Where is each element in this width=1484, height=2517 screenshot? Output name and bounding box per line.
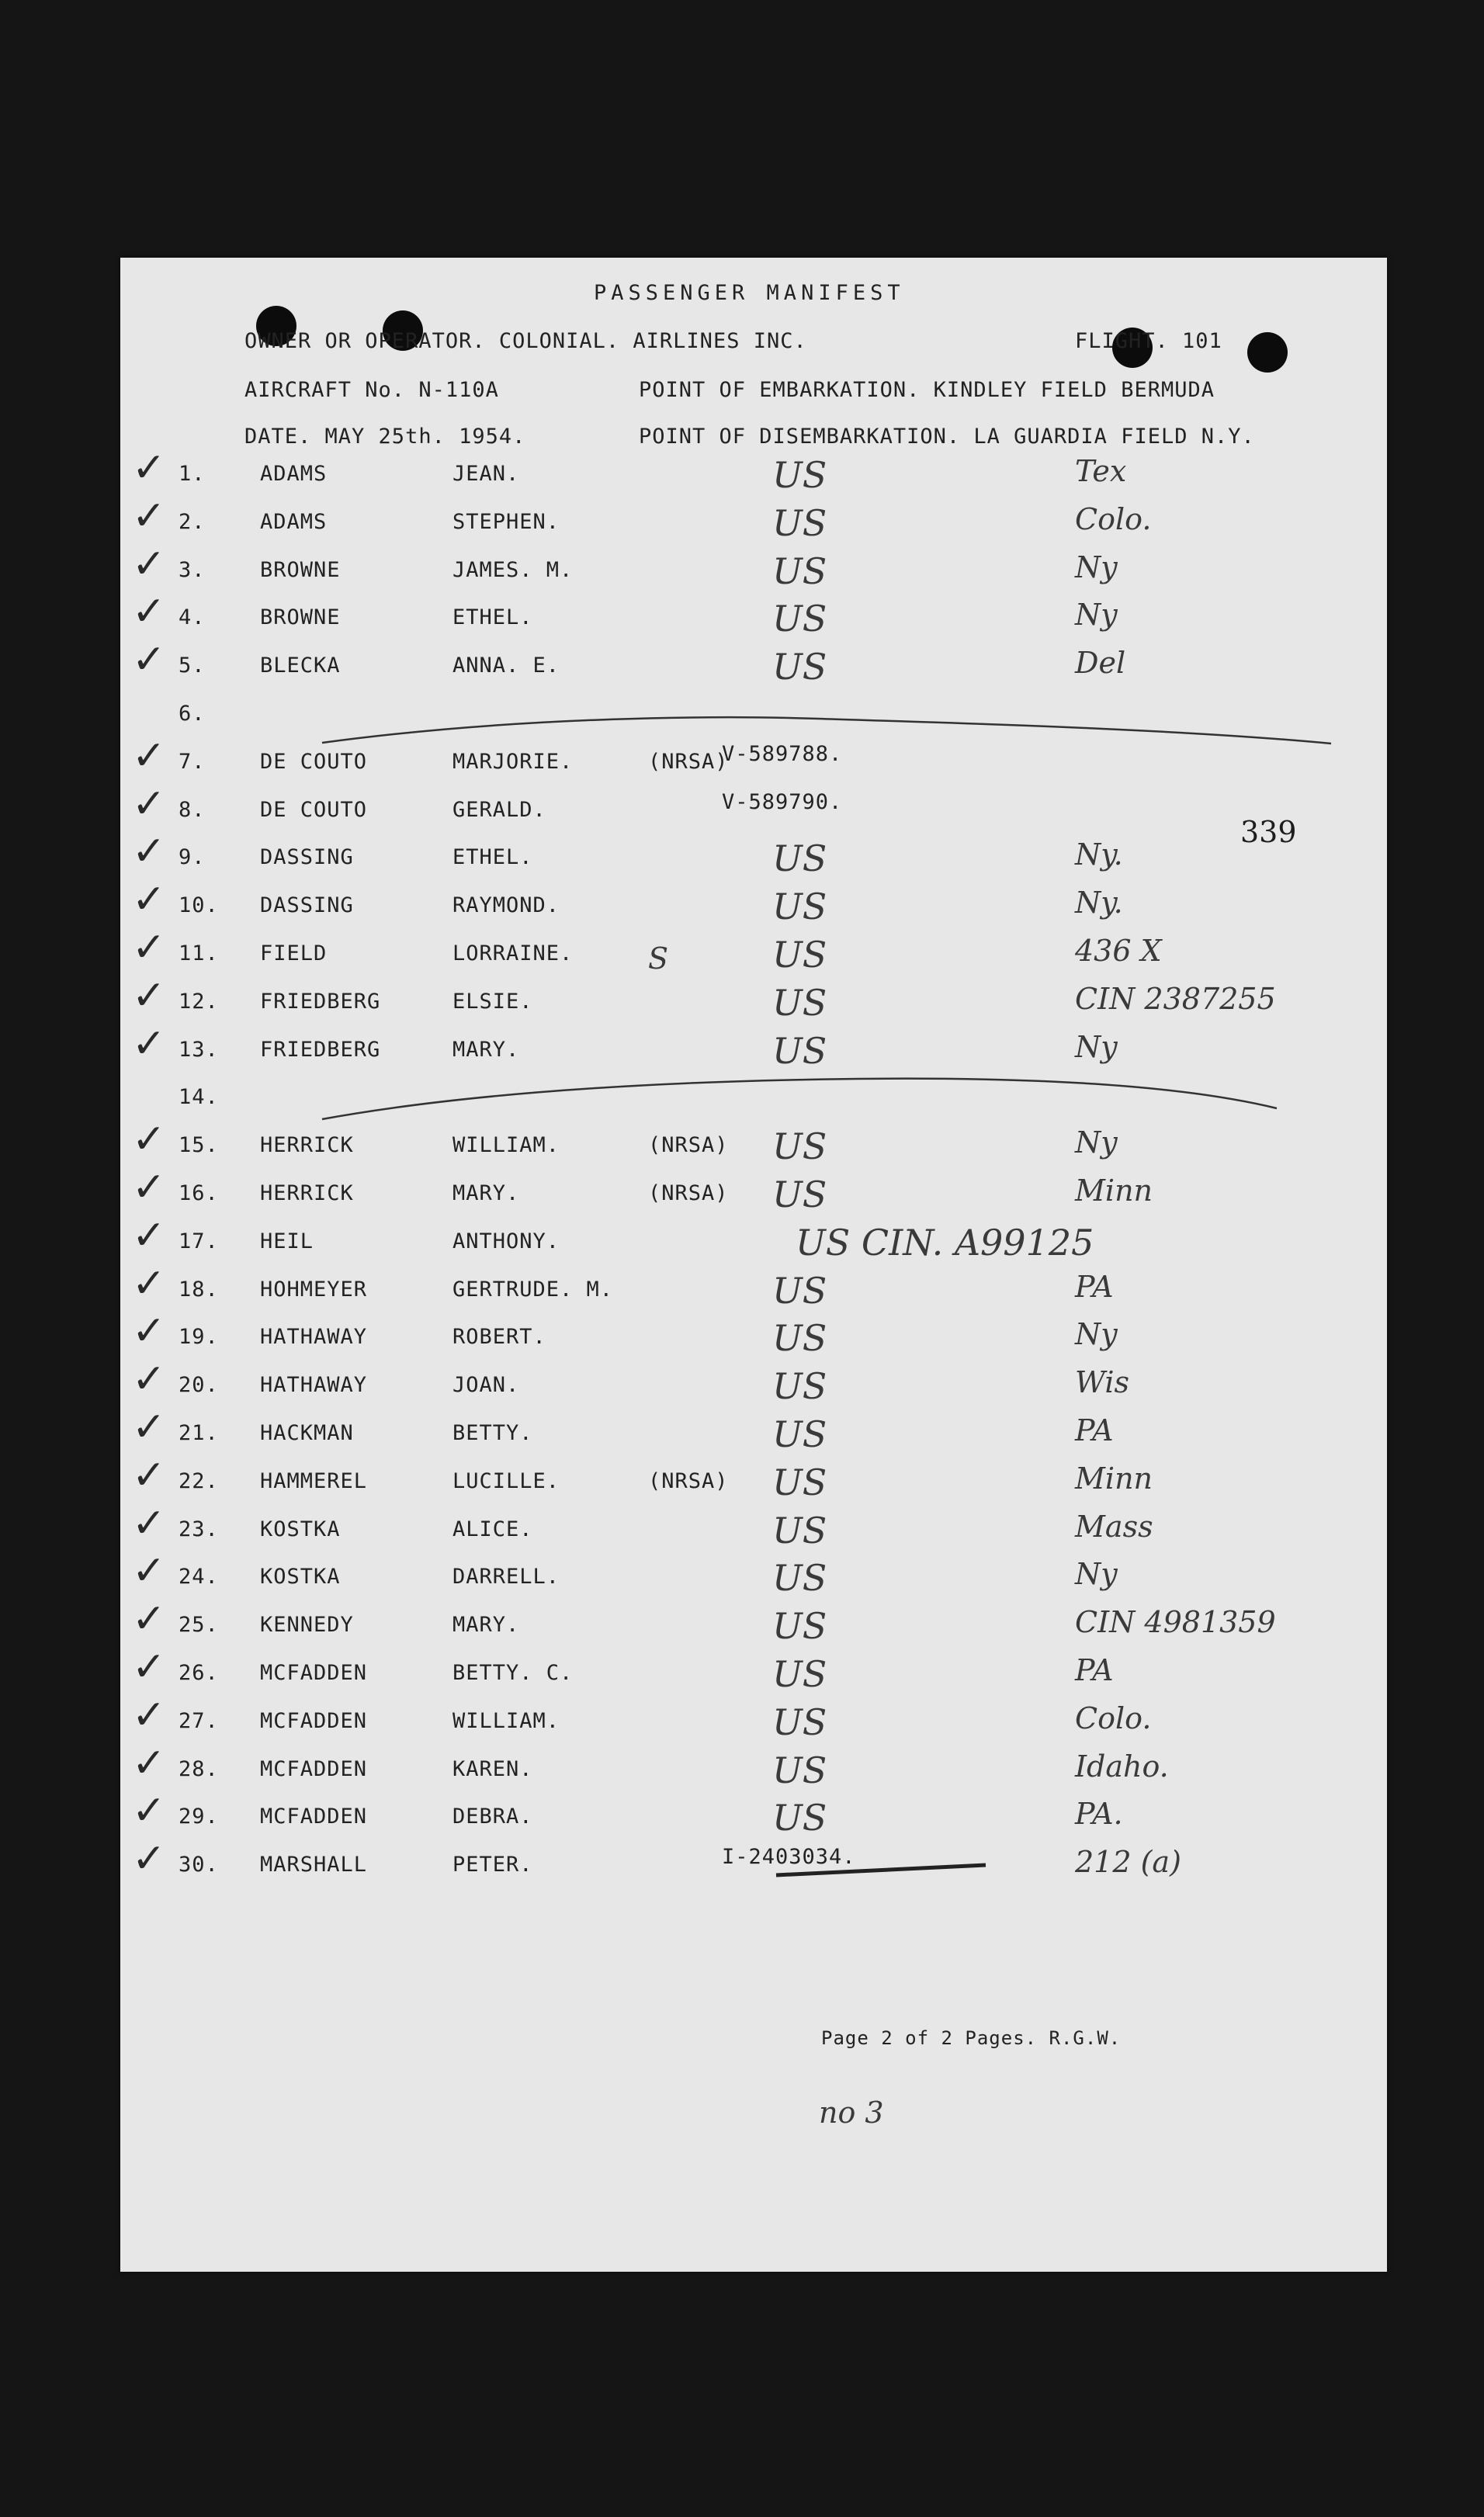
passenger-number: 11. <box>179 941 219 966</box>
passenger-number: 27. <box>179 1708 219 1733</box>
passenger-citizenship: US <box>772 1029 827 1072</box>
passenger-destination: CIN 4981359 <box>1075 1605 1276 1640</box>
check-mark-icon: ✓ <box>132 588 166 636</box>
passenger-destination: Colo. <box>1075 501 1152 536</box>
passenger-note: (NRSA) <box>648 749 729 774</box>
passenger-number: 30. <box>179 1853 219 1877</box>
strike-lines <box>120 258 1387 2272</box>
passenger-surname: HERRICK <box>260 1133 354 1158</box>
passenger-surname: MARSHALL <box>260 1853 368 1877</box>
check-mark-icon: ✓ <box>132 1787 166 1835</box>
manifest-date: DATE. MAY 25th. 1954. <box>244 425 526 449</box>
passenger-destination: Ny. <box>1075 837 1123 872</box>
passenger-given-name: BETTY. <box>452 1421 533 1445</box>
passenger-given-name: WILLIAM. <box>452 1133 560 1158</box>
passenger-destination: Ny <box>1075 1029 1118 1064</box>
passenger-citizenship: US <box>772 1461 827 1503</box>
check-mark-icon: ✓ <box>132 828 166 875</box>
passenger-number: 2. <box>179 509 206 534</box>
passenger-surname: HOHMEYER <box>260 1277 368 1302</box>
check-mark-icon: ✓ <box>132 445 166 491</box>
passenger-number: 3. <box>179 557 206 582</box>
passenger-given-name: JOAN. <box>452 1373 520 1398</box>
passenger-note: S <box>648 941 669 976</box>
passenger-number: 4. <box>179 605 206 630</box>
passenger-number: 23. <box>179 1517 219 1541</box>
passenger-citizenship: US <box>772 1174 827 1215</box>
passenger-destination: 212 (a) <box>1075 1845 1181 1880</box>
passenger-given-name: MARY. <box>452 1181 520 1205</box>
passenger-surname: HERRICK <box>260 1181 354 1205</box>
passenger-citizenship: US <box>772 1701 827 1743</box>
owner-operator: OWNER OR OPERATOR. COLONIAL. AIRLINES INC. <box>244 329 807 353</box>
passenger-surname: BROWNE <box>260 605 341 630</box>
passenger-destination: Minn <box>1075 1461 1153 1496</box>
check-mark-icon: ✓ <box>132 924 166 971</box>
passenger-surname: KOSTKA <box>260 1565 341 1590</box>
passenger-given-name: MARJORIE. <box>452 749 574 774</box>
manifest-page <box>120 258 1387 2272</box>
passenger-surname: HEIL <box>260 1229 314 1253</box>
passenger-number: 19. <box>179 1325 219 1350</box>
passenger-surname: DE COUTO <box>260 749 368 774</box>
passenger-surname: MCFADDEN <box>260 1805 368 1829</box>
passenger-given-name: DARRELL. <box>452 1565 560 1590</box>
passenger-note: (NRSA) <box>648 1468 729 1493</box>
check-mark-icon: ✓ <box>132 1548 166 1595</box>
passenger-destination: Ny <box>1075 1125 1118 1160</box>
passenger-citizenship: US <box>772 1605 827 1648</box>
passenger-number: 18. <box>179 1277 219 1302</box>
passenger-surname: DASSING <box>260 893 354 918</box>
passenger-given-name: BETTY. C. <box>452 1661 574 1685</box>
passenger-surname: MCFADDEN <box>260 1756 368 1781</box>
passenger-destination: 436 X <box>1075 934 1162 968</box>
passenger-given-name: DEBRA. <box>452 1805 533 1829</box>
check-mark-icon: ✓ <box>132 1260 166 1307</box>
passenger-note: (NRSA) <box>648 1133 729 1158</box>
check-mark-icon: ✓ <box>132 540 166 588</box>
passenger-surname: HAMMEREL <box>260 1468 368 1493</box>
passenger-destination: Del <box>1075 646 1126 681</box>
check-mark-icon: ✓ <box>132 1020 166 1067</box>
check-mark-icon: ✓ <box>132 1404 166 1451</box>
passenger-citizenship: US CIN. A99125 <box>796 1221 1094 1264</box>
passenger-citizenship: V-589790. <box>722 789 843 814</box>
passenger-given-name: ALICE. <box>452 1517 533 1541</box>
passenger-number: 22. <box>179 1468 219 1493</box>
passenger-given-name: ANNA. E. <box>452 654 560 678</box>
check-mark-icon: ✓ <box>132 1691 166 1739</box>
passenger-number: 14. <box>179 1085 219 1110</box>
passenger-citizenship: US <box>772 934 827 976</box>
passenger-given-name: ETHEL. <box>452 605 533 630</box>
passenger-number: 15. <box>179 1133 219 1158</box>
passenger-given-name: JAMES. M. <box>452 557 574 582</box>
passenger-number: 24. <box>179 1565 219 1590</box>
passenger-number: 6. <box>179 702 206 726</box>
passenger-surname: KOSTKA <box>260 1517 341 1541</box>
passenger-given-name: ELSIE. <box>452 989 533 1014</box>
passenger-citizenship: US <box>772 1269 827 1312</box>
passenger-given-name: MARY. <box>452 1037 520 1062</box>
passenger-number: 21. <box>179 1421 219 1445</box>
point-of-disembarkation: POINT OF DISEMBARKATION. LA GUARDIA FIELD N.Y. <box>639 425 1255 449</box>
passenger-number: 13. <box>179 1037 219 1062</box>
passenger-number: 16. <box>179 1181 219 1205</box>
passenger-citizenship: US <box>772 1749 827 1791</box>
passenger-destination: Colo. <box>1075 1701 1152 1735</box>
check-mark-icon: ✓ <box>132 1739 166 1787</box>
passenger-surname: ADAMS <box>260 509 328 534</box>
passenger-number: 28. <box>179 1756 219 1781</box>
passenger-destination: Ny <box>1075 550 1118 584</box>
passenger-citizenship: US <box>772 981 827 1024</box>
strike-line-row-6 <box>322 717 1331 744</box>
passenger-number: 10. <box>179 893 219 918</box>
passenger-citizenship: V-589788. <box>722 741 843 766</box>
passenger-surname: DE COUTO <box>260 797 368 822</box>
passenger-given-name: STEPHEN. <box>452 509 560 534</box>
passenger-citizenship: US <box>772 1413 827 1455</box>
passenger-surname: FRIEDBERG <box>260 1037 381 1062</box>
check-mark-icon: ✓ <box>132 1356 166 1403</box>
passenger-number: 5. <box>179 654 206 678</box>
passenger-given-name: ETHEL. <box>452 845 533 870</box>
passenger-citizenship: US <box>772 646 827 688</box>
check-mark-icon: ✓ <box>132 876 166 924</box>
check-mark-icon: ✓ <box>132 1116 166 1163</box>
passenger-destination: Tex <box>1075 454 1127 488</box>
passenger-number: 12. <box>179 989 219 1014</box>
passenger-citizenship: US <box>772 1797 827 1839</box>
passenger-destination: Ny <box>1075 1317 1118 1352</box>
passenger-surname: HATHAWAY <box>260 1325 368 1350</box>
passenger-citizenship: US <box>772 1509 827 1551</box>
passenger-given-name: KAREN. <box>452 1756 533 1781</box>
passenger-citizenship: US <box>772 1557 827 1600</box>
passenger-given-name: JEAN. <box>452 462 520 486</box>
passenger-destination: PA. <box>1075 1797 1123 1832</box>
passenger-surname: ADAMS <box>260 462 328 486</box>
passenger-surname: HACKMAN <box>260 1421 354 1445</box>
passenger-citizenship: US <box>772 550 827 592</box>
passenger-given-name: GERALD. <box>452 797 546 822</box>
passenger-citizenship: I-2403034. <box>722 1845 856 1870</box>
check-mark-icon: ✓ <box>132 780 166 827</box>
passenger-number: 17. <box>179 1229 219 1253</box>
check-mark-icon: ✓ <box>132 1644 166 1690</box>
check-mark-icon: ✓ <box>132 1836 166 1883</box>
passenger-number: 8. <box>179 797 206 822</box>
passenger-destination: Ny <box>1075 598 1118 633</box>
passenger-given-name: ROBERT. <box>452 1325 546 1350</box>
passenger-surname: MCFADDEN <box>260 1708 368 1733</box>
check-mark-icon: ✓ <box>132 1596 166 1643</box>
passenger-surname: KENNEDY <box>260 1613 354 1638</box>
check-mark-icon: ✓ <box>132 636 166 684</box>
flight-number: FLIGHT. 101 <box>1075 329 1222 353</box>
passenger-given-name: LORRAINE. <box>452 941 574 966</box>
aircraft-number: AIRCRAFT No. N-110A <box>244 378 499 402</box>
passenger-given-name: GERTRUDE. M. <box>452 1277 614 1302</box>
passenger-citizenship: US <box>772 1365 827 1408</box>
check-mark-icon: ✓ <box>132 1212 166 1259</box>
passenger-given-name: RAYMOND. <box>452 893 560 918</box>
check-mark-icon: ✓ <box>132 1499 166 1547</box>
point-of-embarkation: POINT OF EMBARKATION. KINDLEY FIELD BERMUDA <box>639 378 1215 402</box>
passenger-number: 26. <box>179 1661 219 1685</box>
passenger-number: 29. <box>179 1805 219 1829</box>
passenger-citizenship: US <box>772 454 827 496</box>
check-mark-icon: ✓ <box>132 492 166 539</box>
passenger-citizenship: US <box>772 501 827 544</box>
passenger-destination: Minn <box>1075 1174 1153 1208</box>
passenger-number: 7. <box>179 749 206 774</box>
passenger-given-name: PETER. <box>452 1853 533 1877</box>
check-mark-icon: ✓ <box>132 1451 166 1499</box>
passenger-surname: HATHAWAY <box>260 1373 368 1398</box>
check-mark-icon: ✓ <box>132 1164 166 1211</box>
footer-handwritten-mark: no 3 <box>819 2096 884 2130</box>
passenger-destination: Ny. <box>1075 886 1123 920</box>
passenger-destination: PA <box>1075 1653 1114 1687</box>
strike-line-passport <box>776 1865 986 1875</box>
passenger-surname: MCFADDEN <box>260 1661 368 1685</box>
passenger-number: 20. <box>179 1373 219 1398</box>
passenger-destination: PA <box>1075 1413 1114 1447</box>
passenger-destination: Ny <box>1075 1557 1118 1592</box>
passenger-given-name: LUCILLE. <box>452 1468 560 1493</box>
passenger-number: 1. <box>179 462 206 486</box>
passenger-destination: Idaho. <box>1075 1749 1169 1784</box>
passenger-citizenship: US <box>772 1125 827 1168</box>
check-mark-icon: ✓ <box>132 732 166 779</box>
passenger-given-name: MARY. <box>452 1613 520 1638</box>
passenger-destination: Wis <box>1075 1365 1130 1400</box>
passenger-citizenship: US <box>772 886 827 928</box>
passenger-note: (NRSA) <box>648 1181 729 1205</box>
passenger-surname: DASSING <box>260 845 354 870</box>
page-footer: Page 2 of 2 Pages. R.G.W. <box>821 2027 1122 2049</box>
passenger-destination: PA <box>1075 1269 1114 1304</box>
passenger-surname: FIELD <box>260 941 328 966</box>
passenger-given-name: ANTHONY. <box>452 1229 560 1253</box>
passenger-citizenship: US <box>772 837 827 880</box>
passenger-citizenship: US <box>772 1653 827 1695</box>
passenger-surname: FRIEDBERG <box>260 989 381 1014</box>
passenger-surname: BROWNE <box>260 557 341 582</box>
passenger-number: 25. <box>179 1613 219 1638</box>
passenger-citizenship: US <box>772 598 827 640</box>
passenger-given-name: WILLIAM. <box>452 1708 560 1733</box>
manifest-title: PASSENGER MANIFEST <box>594 281 905 305</box>
page-number: 339 <box>1240 815 1297 849</box>
check-mark-icon: ✓ <box>132 1308 166 1355</box>
passenger-number: 9. <box>179 845 206 870</box>
passenger-destination: CIN 2387255 <box>1075 981 1276 1016</box>
passenger-destination: Mass <box>1075 1509 1153 1544</box>
passenger-surname: BLECKA <box>260 654 341 678</box>
check-mark-icon: ✓ <box>132 972 166 1019</box>
passenger-citizenship: US <box>772 1317 827 1360</box>
strike-line-row-14 <box>322 1079 1277 1119</box>
